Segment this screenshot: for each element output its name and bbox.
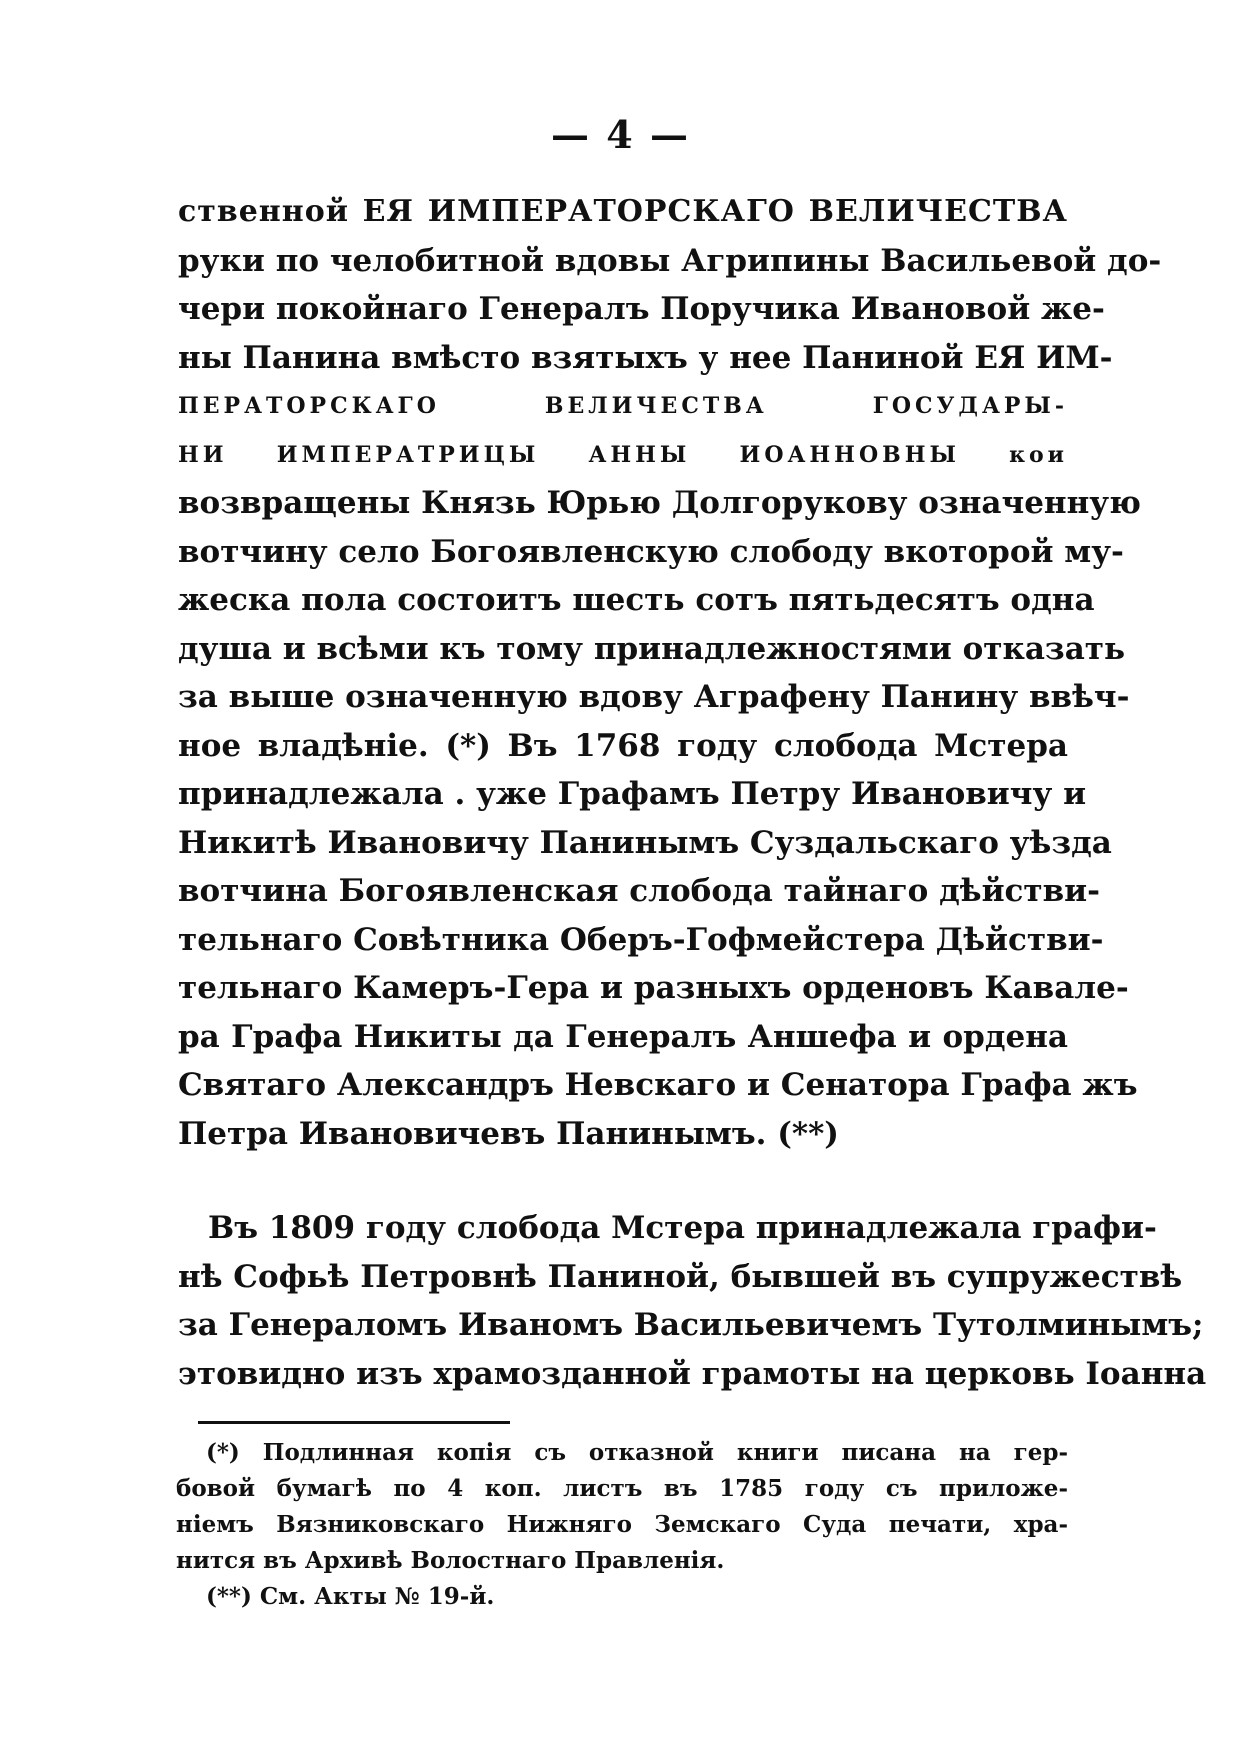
footnote-2 [206, 1579, 1068, 1615]
text-line: душа и всѣми къ тому принадлежностями отказать [178, 630, 1126, 667]
footnote-line: (*) Подлинная копія съ отказной книги писана на гер- [206, 1439, 1068, 1466]
text-line: вотчину село Богоявленскую слободу вкоторой му- [178, 533, 1124, 570]
page-number: — 4 — [551, 112, 690, 157]
text-line: ны Панина вмѣсто взятыхъ у нее Паниной ЕЯ ИМ- [178, 339, 1113, 376]
footnotes [176, 1435, 1068, 1615]
text-line: принадлежала . уже Графамъ Петру Ивановичу и [178, 776, 1087, 812]
text-line: Петра Ивановичевъ Панинымъ. (**) [178, 1115, 839, 1152]
paragraph-1 [178, 188, 1162, 1158]
text-line: Святаго Александръ Невскаго и Сенатора Графа жъ [178, 1067, 1138, 1103]
text-line: ственной ЕЯ ИМПЕРАТОРСКАГО ВЕЛИЧЕСТВА [178, 194, 1068, 229]
text-line: жеска пола состоитъ шесть сотъ пятьдесятъ одна [178, 582, 1095, 618]
footnote-line: бовой бумагѣ по 4 коп. листъ въ 1785 году съ приложе- [176, 1475, 1068, 1502]
footnote-line: ніемъ Вязниковскаго Нижняго Земскаго Суда печати, хра- [176, 1511, 1068, 1538]
text-line: за выше означенную вдову Аграфену Панину ввѣч- [178, 679, 1130, 715]
text-line: Никитѣ Ивановичу Панинымъ Суздальскаго уѣзда [178, 824, 1112, 861]
body-text [178, 188, 1207, 1398]
paragraph-gap [178, 1158, 1068, 1204]
text-line: тельнаго Камеръ-Гера и разныхъ орденовъ Кавале- [178, 970, 1129, 1006]
text-line: вотчина Богоявленская слобода тайнаго дѣйстви- [178, 873, 1101, 909]
text-line: этовидно изъ храмозданной грамоты на церковь Іоанна [178, 1355, 1207, 1392]
text-line: ное владѣніе. (*) Въ 1768 году слобода Мстера [178, 727, 1068, 764]
text-line: ПЕРАТОРСКАГО ВЕЛИЧЕСТВА ГОСУДАРЫ- [178, 393, 1068, 419]
footnote-1 [176, 1435, 1068, 1579]
text-line: за Генераломъ Иваномъ Васильевичемъ Тутолминымъ; [178, 1307, 1204, 1343]
footnote-line: (**) См. Акты № 19-й. [206, 1583, 495, 1610]
text-line: НИ ИМПЕРАТРИЦЫ АННЫ ИОАННОВНЫ кои [178, 441, 1068, 468]
text-line: тельнаго Совѣтника Оберъ-Гофмейстера Дѣйстви- [178, 921, 1104, 958]
text-line: чери покойнаго Генералъ Поручика Ивановой же- [178, 291, 1105, 327]
text-line: нѣ Софьѣ Петровнѣ Паниной, бывшей въ супружествѣ [178, 1258, 1183, 1295]
footnote-divider [198, 1421, 510, 1424]
paragraph-2 [178, 1204, 1207, 1398]
text-line: Въ 1809 году слобода Мстера принадлежала графи- [208, 1210, 1157, 1246]
text-line: возвращены Князь Юрью Долгорукову означенную [178, 485, 1141, 521]
text-line: руки по челобитной вдовы Агрипины Васильевой до- [178, 242, 1162, 279]
footnote-line: нится въ Архивѣ Волостнаго Правленія. [176, 1547, 725, 1574]
text-line: ра Графа Никиты да Генералъ Аншефа и ордена [178, 1018, 1068, 1055]
